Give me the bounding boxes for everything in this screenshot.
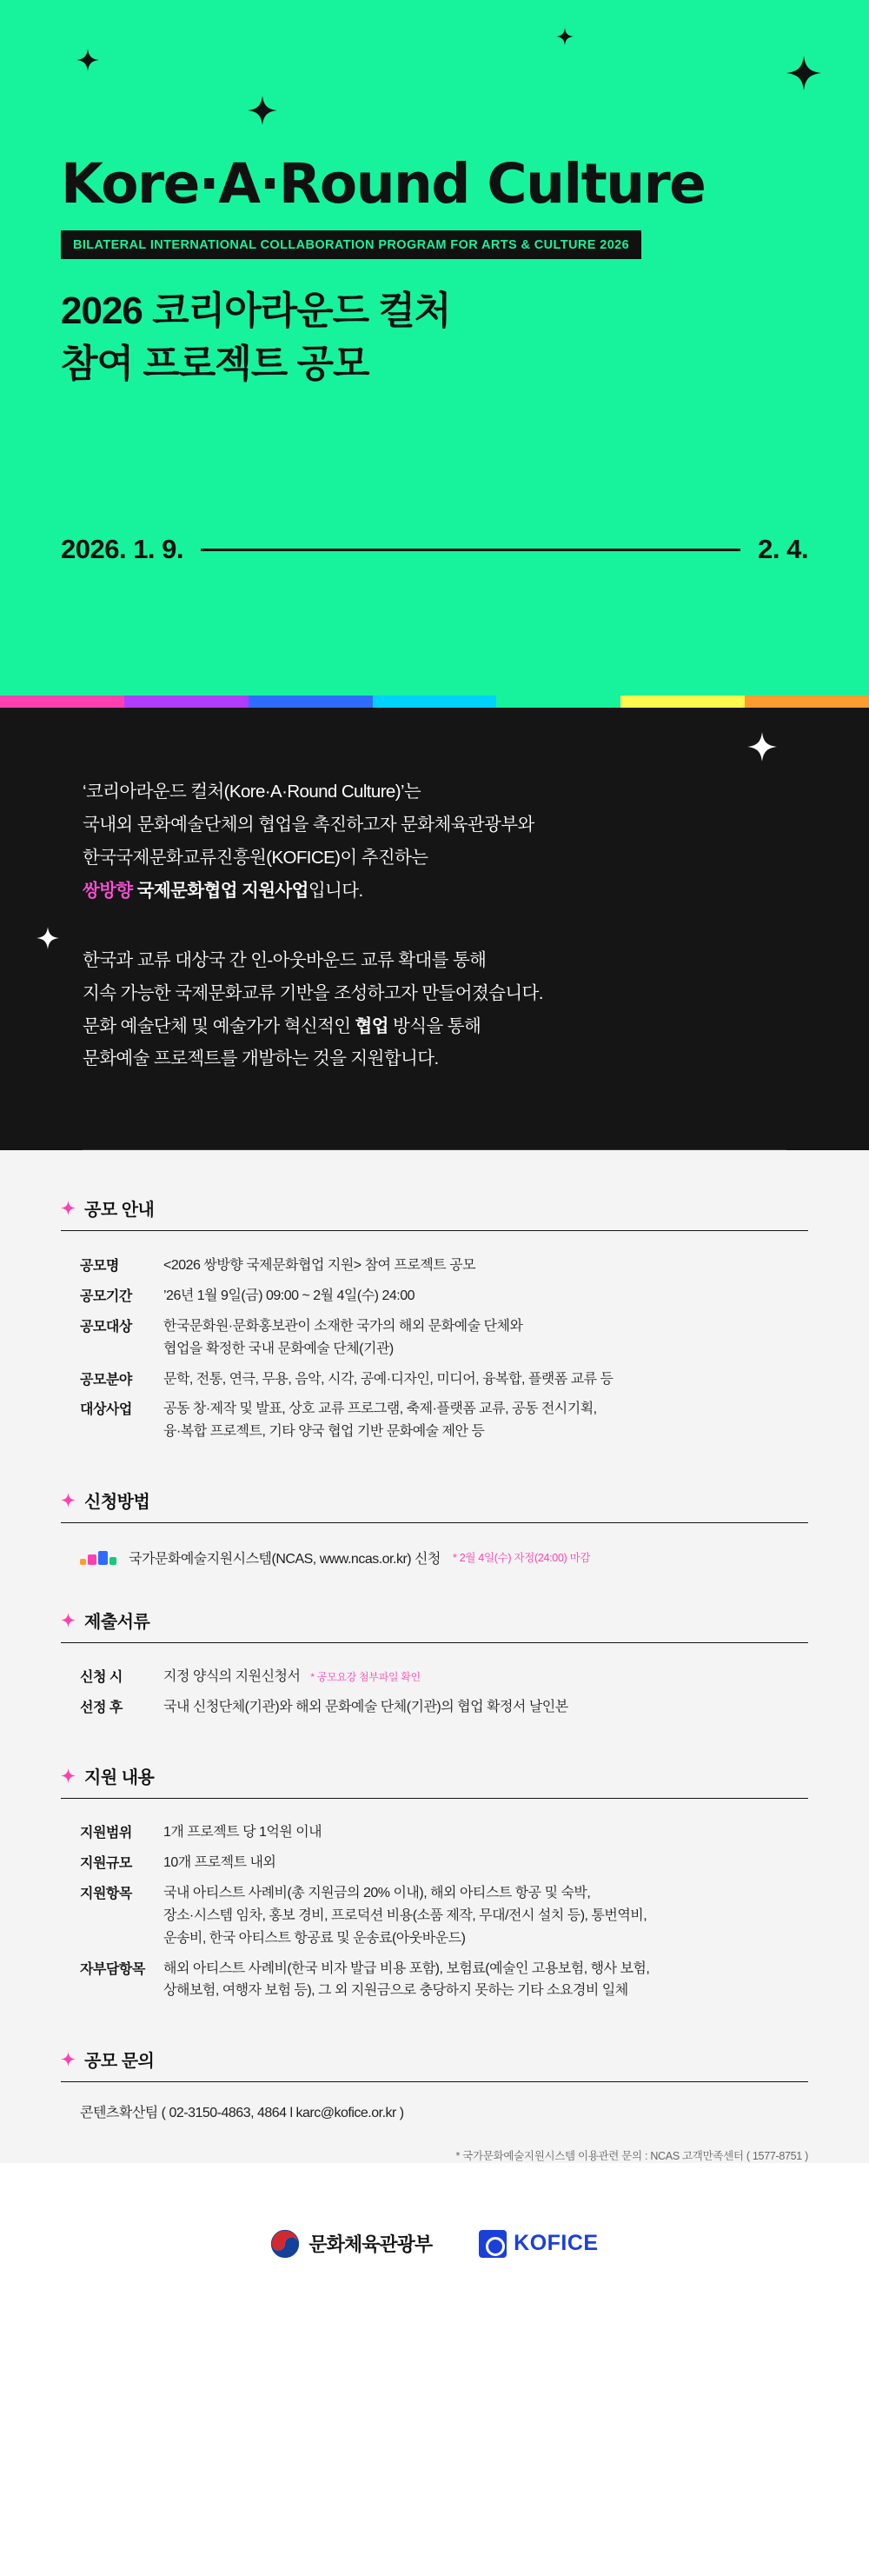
row-label: 공모분야 — [80, 1372, 132, 1388]
row-label: 신청 시 — [80, 1670, 123, 1686]
ministry-logo — [270, 2229, 432, 2259]
table-row — [61, 1311, 808, 1364]
kofice-name: KOFICE — [514, 2231, 599, 2256]
intro-p1-line3: 한국국제문화교류진흥원(KOFICE)이 추진하는 — [83, 847, 428, 868]
date-divider — [201, 549, 740, 551]
section-support-header — [61, 1763, 808, 1799]
application-period — [61, 534, 808, 565]
sparkle-icon — [61, 1201, 76, 1215]
intro-highlight-collab: 협업 — [355, 1015, 388, 1036]
section-contact — [0, 2047, 869, 2163]
section-documents-header — [61, 1608, 808, 1643]
sparkle-icon — [61, 1613, 76, 1627]
section-documents-title: 제출서류 — [84, 1612, 150, 1632]
row-value: 공동 창·제작 및 발표, 상호 교류 프로그램, 축제·플랫폼 교류, 공동 전시기획, 융·복합 프로젝트, 기타 양국 협업 기반 문화예술 제안 등 — [163, 1401, 597, 1440]
intro-p2-line1: 한국과 교류 대상국 간 인-아웃바운드 교류 확대를 통해 — [83, 949, 487, 970]
sparkle-icon — [76, 49, 99, 71]
row-label: 지원범위 — [80, 1826, 132, 1841]
row-label: 공모기간 — [80, 1288, 132, 1304]
section-apply-header — [61, 1488, 808, 1523]
row-value: 지정 양식의 지원신청서 * 공모요강 첨부파일 확인 — [163, 1669, 421, 1685]
support-table — [61, 1818, 808, 2007]
kofice-logo — [479, 2230, 598, 2258]
section-notice-header — [61, 1195, 808, 1231]
contact-secondary: * 국가문화예술지원시스템 이용관련 문의 : NCAS 고객만족센터 ( 1577-8751 ) — [455, 2149, 808, 2162]
kofice-mark-icon — [479, 2230, 507, 2258]
date-start: 2026. 1. 9. — [61, 534, 184, 564]
row-label: 지원규모 — [80, 1855, 132, 1871]
row-value: 국내 신청단체(기관)와 해외 문화예술 단체(기관)의 협업 확정서 날인본 — [163, 1700, 568, 1715]
section-contact-title: 공모 문의 — [84, 2051, 155, 2071]
section-apply-title: 신청방법 — [84, 1492, 150, 1512]
row-value: 해외 아티스트 사례비(한국 비자 발급 비용 포함), 보험료(예술인 고용보험, 행사 보험, 상해보험, 여행자 보험 등), 그 외 지원금으로 충당하지 못하는 기타 소요경비 일체 — [163, 1960, 650, 1999]
page-title — [61, 285, 808, 390]
taegeuk-icon — [270, 2229, 300, 2259]
row-label: 공모명 — [80, 1258, 119, 1274]
brand-wordmark: Kore·A·Round Culture — [61, 152, 706, 216]
contact-primary[interactable]: 콘텐츠확산팀 ( 02-3150-4863, 4864 l karc@kofice.or.kr ) — [80, 2105, 404, 2120]
intro-p1-tail: 입니다. — [308, 880, 363, 901]
table-row — [61, 1662, 808, 1693]
row-value: <2026 쌍방향 국제문화협업 지원> 참여 프로젝트 공모 — [163, 1257, 476, 1273]
section-contact-header — [61, 2047, 808, 2082]
intro-bottom-rule — [83, 1149, 786, 1150]
row-label: 자부담항목 — [80, 1961, 145, 1977]
row-value: 국내 아티스트 사례비(총 지원금의 20% 이내), 해외 아티스트 항공 및 숙박, 장소·시스템 임차, 홍보 경비, 프로덕션 비용(소품 제작, 무대/전시 설치 등), 통번역비, 운송비, 한국 아티스트 항공료 및 운송료(아웃바운드) — [163, 1885, 647, 1946]
table-row — [61, 1364, 808, 1395]
sparkle-icon — [61, 2052, 76, 2067]
section-notice — [0, 1195, 869, 1447]
intro-p1-line1: ‘코리아라운드 컬처(Kore·A·Round Culture)’는 — [83, 782, 421, 802]
row-value: ’26년 1월 9일(금) 09:00 ~ 2월 4일(수) 24:00 — [163, 1288, 415, 1303]
contact-block — [61, 2101, 808, 2163]
intro-p2-line2: 지속 가능한 국제문화교류 기반을 조성하고자 만들어졌습니다. — [83, 982, 543, 1003]
intro-section — [0, 708, 869, 1150]
table-row — [61, 1954, 808, 2007]
section-apply — [0, 1488, 869, 1568]
table-row — [61, 1250, 808, 1281]
apply-deadline-note: * 2월 4일(수) 자정(24:00) 마감 — [452, 1552, 591, 1565]
row-label: 선정 후 — [80, 1701, 123, 1716]
intro-paragraph-1 — [83, 775, 786, 908]
program-ribbon: BILATERAL INTERNATIONAL COLLABORATION PROGRAM FOR ARTS & CULTURE 2026 — [61, 230, 641, 259]
intro-paragraph-2 — [83, 944, 786, 1076]
intro-bold-program: 국제문화협업 지원사업 — [132, 880, 308, 901]
page-title-line2: 참여 프로젝트 공모 — [61, 342, 369, 385]
sparkle-icon — [556, 28, 574, 45]
table-row — [61, 1395, 808, 1448]
section-documents — [0, 1608, 869, 1723]
sparkle-icon — [747, 732, 777, 762]
sparkle-icon — [61, 1493, 76, 1508]
table-row — [61, 1878, 808, 1954]
row-label: 공모대상 — [80, 1319, 132, 1335]
row-value: 한국문화원·문화홍보관이 소재한 국가의 해외 문화예술 단체와 협업을 확정한 국내 문화예술 단체(기관) — [163, 1318, 523, 1356]
sparkle-icon — [786, 56, 821, 90]
row-value: 문학, 전통, 연극, 무용, 음악, 시각, 공예·디자인, 미디어, 융복합, 플랫폼 교류 등 — [163, 1371, 614, 1387]
row-label: 지원항목 — [80, 1886, 132, 1901]
section-support-title: 지원 내용 — [84, 1767, 155, 1787]
documents-note: * 공모요강 첨부파일 확인 — [310, 1671, 421, 1684]
ministry-name: 문화체육관광부 — [308, 2233, 433, 2256]
row-value: 10개 프로젝트 내외 — [163, 1854, 276, 1870]
rainbow-divider — [0, 696, 869, 708]
ncas-logo-icon — [80, 1549, 116, 1565]
intro-p2-line3b: 방식을 통해 — [388, 1015, 481, 1036]
hero-section — [0, 0, 869, 696]
apply-method-row — [61, 1542, 808, 1568]
intro-p2-line3a: 문화 예술단체 및 예술가가 혁신적인 — [83, 1015, 355, 1036]
sparkle-icon — [248, 96, 277, 125]
row-value: 1개 프로젝트 당 1억원 이내 — [163, 1825, 322, 1840]
notice-table — [61, 1250, 808, 1447]
table-row — [61, 1847, 808, 1878]
table-row — [61, 1818, 808, 1848]
intro-p1-line2: 국내외 문화예술단체의 협업을 촉진하고자 문화체육관광부와 — [83, 814, 534, 835]
table-row — [61, 1281, 808, 1311]
intro-p2-line4: 문화예술 프로젝트를 개발하는 것을 지원합니다. — [83, 1048, 439, 1069]
page-title-line1: 2026 코리아라운드 컬처 — [61, 290, 451, 332]
sparkle-icon — [36, 927, 59, 949]
footer-logos — [0, 2189, 869, 2295]
date-end: 2. 4. — [758, 534, 808, 564]
sparkle-icon — [61, 1768, 76, 1783]
intro-highlight-bidirectional: 쌍방향 — [83, 880, 133, 901]
content-body — [0, 1150, 869, 2163]
section-notice-title: 공모 안내 — [84, 1201, 155, 1221]
apply-method-text[interactable]: 국가문화예술지원시스템(NCAS, www.ncas.or.kr) 신청 — [129, 1551, 441, 1567]
row-label: 대상사업 — [80, 1402, 132, 1418]
documents-table — [61, 1662, 808, 1723]
table-row — [61, 1693, 808, 1723]
section-support — [0, 1763, 869, 2007]
